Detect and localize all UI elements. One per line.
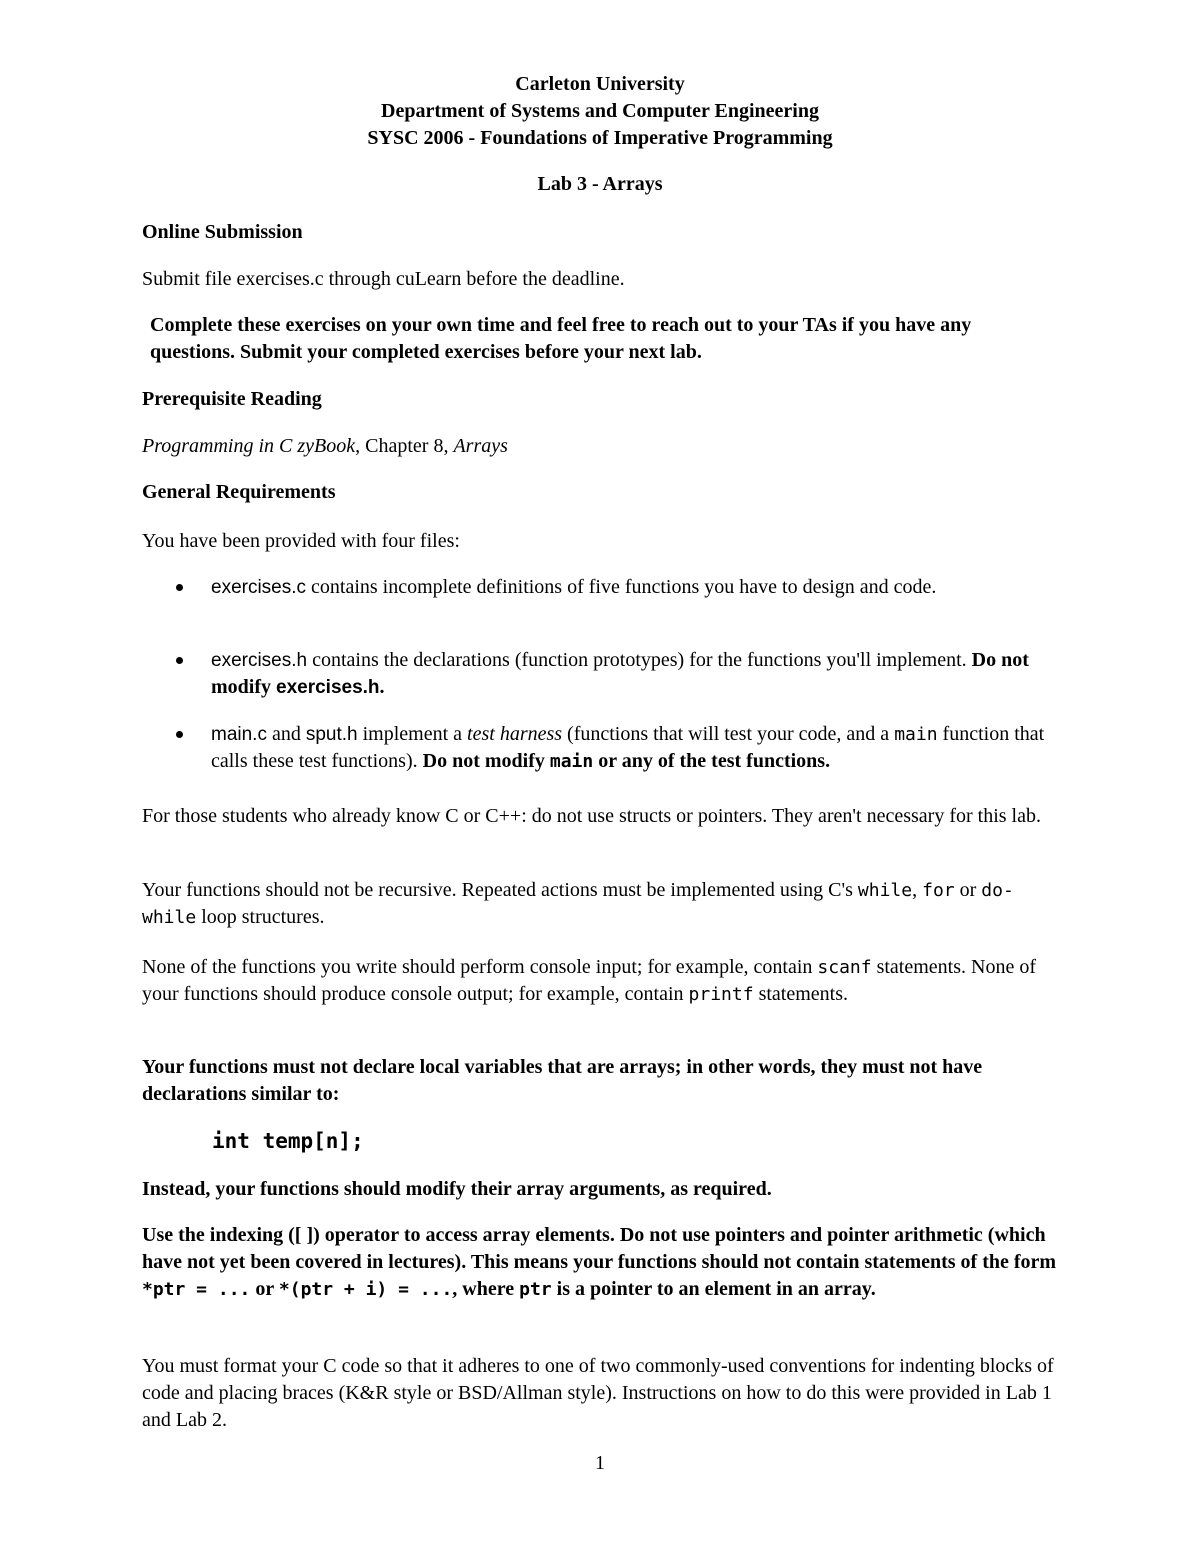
code-text: main bbox=[894, 724, 938, 745]
paragraph-text: Use the indexing ([ ]) operator to access array elements. Do not use pointers and pointer arithmetic (which have not yet been covered in lectures). This means your functions should not contain statements of the form bbox=[142, 1224, 1057, 1273]
paragraph-text: Your functions should not be recursive. Repeated actions must be implemented using C's bbox=[142, 879, 858, 901]
general-heading: General Requirements bbox=[142, 481, 336, 503]
paragraph-text: statements. None of your functions should produce console output; for example, contain bbox=[142, 956, 1036, 1005]
bullet-icon bbox=[176, 731, 183, 738]
paragraph-text: , bbox=[912, 879, 923, 901]
paragraph-text: or bbox=[250, 1278, 279, 1300]
prereq-heading: Prerequisite Reading bbox=[142, 388, 322, 410]
bullet-exercises-c bbox=[211, 574, 1061, 601]
prereq-topic: Arrays bbox=[453, 435, 508, 457]
bullet-icon bbox=[176, 657, 183, 664]
recursion-paragraph bbox=[142, 877, 1062, 931]
prereq-book: Programming in C zyBook bbox=[142, 435, 356, 457]
bullet-bold-text: or any of the test functions. bbox=[593, 750, 831, 772]
page-number: 1 bbox=[595, 1452, 605, 1474]
bullet-bold-text: Do not modify bbox=[422, 750, 550, 772]
department-name: Department of Systems and Computer Engineering bbox=[381, 100, 819, 122]
bullet-icon bbox=[176, 584, 183, 591]
format-paragraph: You must format your C code so that it adheres to one of two commonly-used conventions for indenting blocks of code and placing braces (K&R style or BSD/Allman style). Instructions on how to do this were provided in Lab 1 and Lab 2. bbox=[142, 1355, 1054, 1431]
file-name: exercises.h bbox=[276, 677, 380, 698]
code-text: printf bbox=[688, 984, 754, 1005]
lab-title: Lab 3 - Arrays bbox=[537, 173, 663, 195]
code-text: *ptr = ... bbox=[142, 1279, 251, 1300]
code-text: while bbox=[857, 880, 913, 901]
bullet-main-c bbox=[211, 721, 1061, 775]
online-submission-heading: Online Submission bbox=[142, 221, 303, 243]
indexing-paragraph bbox=[142, 1222, 1062, 1303]
paragraph-text: loop structures. bbox=[196, 906, 325, 928]
bullet-bold-text: Do not modify bbox=[211, 649, 1029, 698]
submission-text: Submit file exercises.c through cuLearn before the deadline. bbox=[142, 268, 625, 290]
code-text: ptr bbox=[519, 1279, 552, 1300]
bullet-text: function that calls these test functions). bbox=[211, 723, 1045, 772]
bullet-bold-text: . bbox=[379, 676, 385, 698]
file-name: main.c bbox=[211, 724, 267, 745]
code-text: for bbox=[922, 880, 955, 901]
bullet-text: implement a bbox=[357, 723, 468, 745]
course-title: SYSC 2006 - Foundations of Imperative Programming bbox=[367, 127, 833, 149]
prereq-text bbox=[142, 433, 1062, 460]
code-text: scanf bbox=[817, 957, 872, 978]
code-text: do-while bbox=[142, 880, 1014, 928]
instead-paragraph: Instead, your functions should modify their array arguments, as required. bbox=[142, 1178, 772, 1200]
bullet-exercises-h bbox=[211, 647, 1061, 701]
submission-note: Complete these exercises on your own time and feel free to reach out to your TAs if you have any questions. Submit your completed exercises before your next lab. bbox=[150, 314, 972, 363]
paragraph-text: is a pointer to an element in an array. bbox=[551, 1278, 876, 1300]
general-intro: You have been provided with four files: bbox=[142, 530, 460, 552]
bullet-text: contains the declarations (function prototypes) for the functions you'll implement. bbox=[307, 649, 972, 671]
file-name: sput.h bbox=[305, 724, 358, 745]
io-paragraph bbox=[142, 954, 1062, 1008]
code-example: int temp[n]; bbox=[212, 1129, 364, 1153]
bullet-text: and bbox=[266, 723, 306, 745]
bullet-italic-text: test harness bbox=[467, 723, 563, 745]
paragraph-text: statements. bbox=[753, 983, 849, 1005]
local-arrays-paragraph: Your functions must not declare local variables that are arrays; in other words, they must not have declarations similar to: bbox=[142, 1056, 983, 1105]
bullet-text: (functions that will test your code, and a bbox=[562, 723, 895, 745]
file-name: exercises.h bbox=[211, 650, 308, 671]
university-name: Carleton University bbox=[515, 73, 685, 95]
code-text: main bbox=[549, 751, 594, 772]
code-text: *(ptr + i) = ... bbox=[278, 1279, 453, 1300]
prereq-chapter: , Chapter 8, bbox=[355, 435, 454, 457]
file-name: exercises.c bbox=[211, 577, 307, 598]
paragraph-text: , where bbox=[452, 1278, 520, 1300]
bullet-text: contains incomplete definitions of five functions you have to design and code. bbox=[306, 576, 937, 598]
structs-paragraph: For those students who already know C or C++: do not use structs or pointers. They aren't necessary for this lab. bbox=[142, 805, 1041, 827]
paragraph-text: None of the functions you write should perform console input; for example, contain bbox=[142, 956, 818, 978]
paragraph-text: or bbox=[954, 879, 982, 901]
document-header bbox=[0, 71, 1200, 198]
